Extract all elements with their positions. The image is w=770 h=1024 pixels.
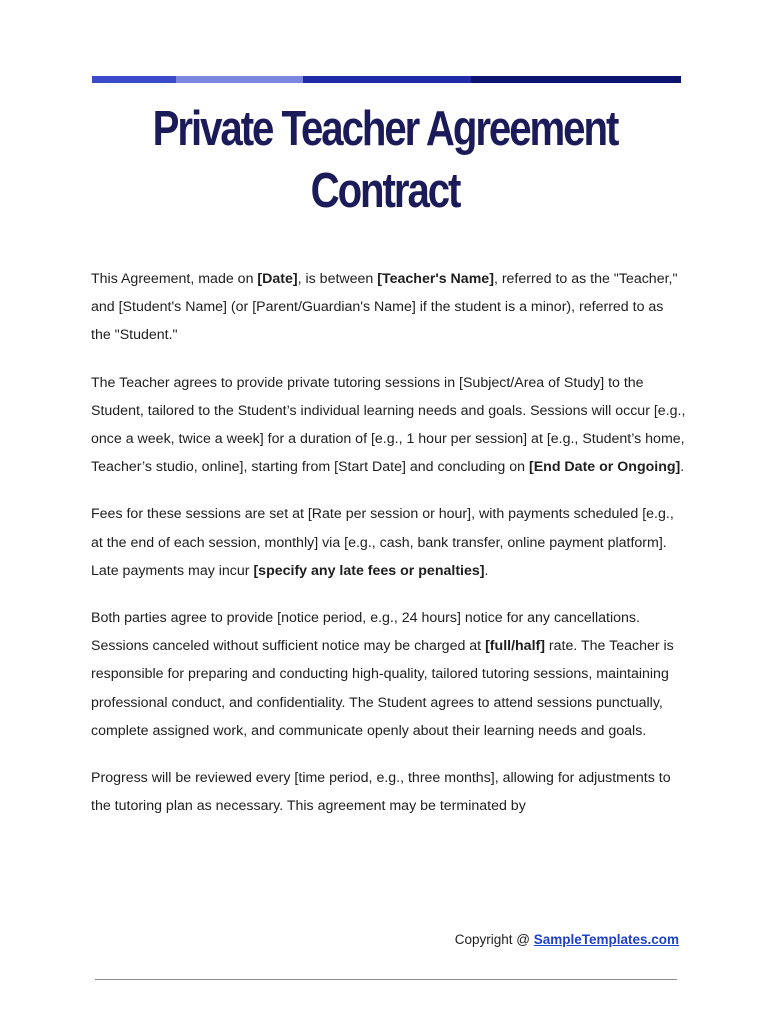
header-bar-segment xyxy=(303,76,471,83)
paragraph-fees xyxy=(91,500,686,585)
document-title xyxy=(119,98,652,222)
text-run: , referred to as the "Teacher," and [Student's Name] (or [Parent/Guardian's Name] if the student is a minor), referred to as the "Student." xyxy=(91,271,678,344)
header-bar-segment xyxy=(471,76,681,83)
sampletemplates-link[interactable]: SampleTemplates.com xyxy=(533,932,679,947)
paragraph-cancellations xyxy=(91,604,686,745)
footer-divider xyxy=(95,979,677,980)
text-run: This Agreement, made on xyxy=(91,271,258,287)
document-title-line-2: Contract xyxy=(310,164,460,218)
paragraph-progress xyxy=(91,764,686,820)
copyright-label: Copyright @ xyxy=(454,932,534,947)
header-color-bar xyxy=(92,76,681,83)
bold-placeholder-late-fees: [specify any late fees or penalties] xyxy=(253,562,485,579)
copyright-notice xyxy=(455,932,679,947)
header-bar-segment xyxy=(176,76,303,83)
document-title-line-1: Private Teacher Agreement xyxy=(152,102,618,156)
text-run: The Teacher agrees to provide private tutoring sessions in [Subject/Area of Study] to the Student, tailored to the Student’s individual learning needs and goals. Sessions will occur [e.g., once a week, twice a week] for a duration of [e.g., 1 hour per session] at [e.g., Student’s home, Teacher’s studio, online], starting from [Start Date] and concluding on xyxy=(91,374,686,476)
text-run: rate. The Teacher is responsible for preparing and conducting high-quality, tailored tutoring sessions, maintaining professional conduct, and confidentiality. The Student agrees to attend sessions punctually, complete assigned work, and communicate openly about their learning needs and goals. xyxy=(91,638,674,739)
bold-placeholder-teacher-name: [Teacher's Name] xyxy=(377,271,494,287)
paragraph-parties xyxy=(91,265,686,350)
text-run: Fees for these sessions are set at [Rate per session or hour], with payments scheduled [e.g., at the end of each session, monthly] via [e.g., cash, bank transfer, online payment platform]. Late payments may incur xyxy=(91,506,674,579)
text-run: , is between xyxy=(297,271,378,287)
text-run: . xyxy=(484,562,489,579)
text-run: Progress will be reviewed every [time period, e.g., three months], allowing for adjustments to the tutoring plan as necessary. This agreement may be terminated by xyxy=(91,770,671,815)
bold-placeholder-date: [Date] xyxy=(257,271,298,287)
paragraph-services xyxy=(91,369,686,482)
bold-placeholder-end-date: [End Date or Ongoing] xyxy=(528,459,681,476)
bold-placeholder-rate: [full/half] xyxy=(485,638,545,655)
text-run: Both parties agree to provide [notice period, e.g., 24 hours] notice for any cancellations. Sessions canceled without sufficient notice may be charged at xyxy=(91,610,640,655)
document-body xyxy=(91,265,686,839)
text-run: . xyxy=(680,459,685,476)
header-bar-segment xyxy=(92,76,176,83)
